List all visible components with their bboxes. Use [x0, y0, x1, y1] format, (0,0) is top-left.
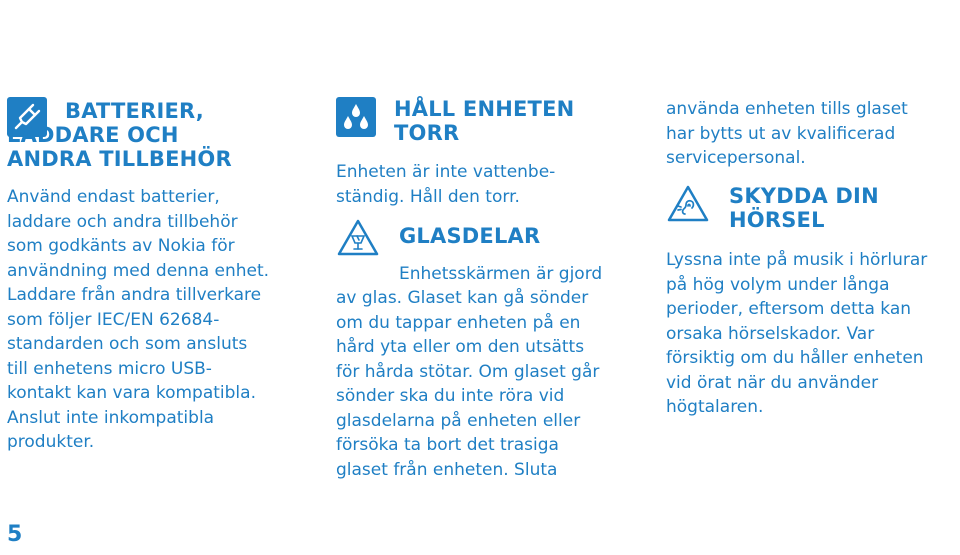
- broken-glass-warning-icon: [336, 218, 380, 258]
- batteries-body: Använd endast batterier, laddare och andra tillbehör som godkänts av Nokia för användning med denna enhet. Laddare från andra tillverkare som följer IEC/EN 62684- standarden och som ansluts till enhetens micro USB- kontakt kan vara kompatibla. Anslut inte inkompatibla produkter.: [7, 187, 270, 452]
- glass-body-first: Enhetsskärmen är gjord: [399, 264, 603, 284]
- hearing-title: SKYDDA DIN HÖRSEL: [729, 184, 879, 232]
- keep-dry-body: Enheten är inte vattenbe- ständig. Håll den torr.: [336, 162, 556, 207]
- page-number: 5: [7, 522, 23, 547]
- ear-warning-icon: [666, 184, 710, 224]
- water-drops-icon: [336, 97, 376, 137]
- keep-dry-title: HÅLL ENHETEN TORR: [394, 97, 575, 145]
- glass-body: av glas. Glaset kan gå sönder om du tappar enheten på en hård yta eller om den utsätts för hårda stötar. Om glaset går sönder ska du inte röra vid glasdelarna på enheten eller försöka ta bort det trasiga glaset från enheten. Sluta: [336, 288, 600, 480]
- glass-title: GLASDELAR: [399, 224, 541, 248]
- batteries-title: BATTERIER, LADDARE OCH ANDRA TILLBEHÖR: [7, 99, 232, 171]
- glass-body-continued: använda enheten tills glaset har bytts ut av kvalificerad servicepersonal.: [666, 99, 908, 168]
- hearing-body: Lyssna inte på musik i hörlurar på hög volym under långa perioder, eftersom detta kan orsaka hörselskador. Var försiktig om du håller enheten vid örat när du använder högtalaren.: [666, 250, 928, 417]
